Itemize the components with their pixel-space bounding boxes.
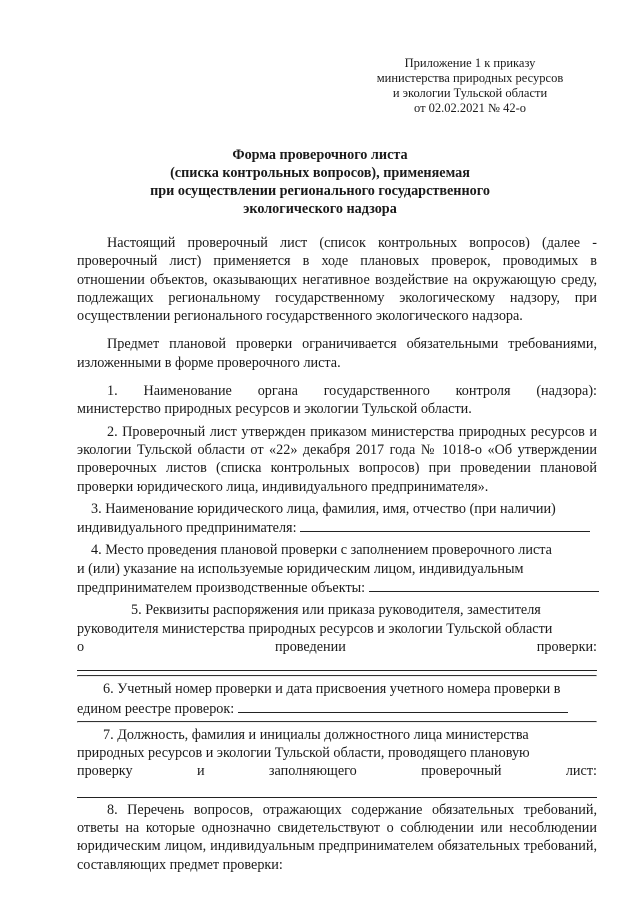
appendix-date: от 02.02.2021 № 42-о	[413, 101, 526, 115]
item-5-fill-line	[77, 656, 597, 671]
appendix-header	[360, 56, 580, 116]
item-2: 2. Проверочный лист утвержден приказом министерства природных ресурсов и экологии Тульской области от «22» декабря 2017 года № 1018-о «Об утверждении проверочных листов (списка контрольных вопросов) при проведении плановой проверки юридического лица, индивидуального предпринимателя».	[77, 423, 597, 495]
item-3-line-1: 3. Наименование юридического лица, фамилия, имя, отчество (при наличии)	[91, 500, 556, 517]
item-5-line-3	[77, 638, 597, 656]
word: государственного	[323, 383, 430, 400]
title-line: Форма проверочного листа	[232, 147, 408, 163]
word: органа	[257, 383, 298, 400]
word: проведении	[275, 638, 346, 655]
item-3	[77, 500, 597, 538]
title-line: (списка контрольных вопросов), применяемая	[170, 165, 470, 181]
document-title	[0, 146, 640, 218]
item-4-line-2: и (или) указание на используемые юридическим лицом, индивидуальным	[77, 560, 524, 577]
word: Наименование	[143, 383, 232, 400]
document-body	[77, 234, 597, 874]
item-8: 8. Перечень вопросов, отражающих содержание обязательных требований, ответы на которые однозначно свидетельствуют о соблюдении или несоблюдении юридическим лицом, индивидуальным предпринимателем обязательных требований, составляющих предмет проверки:	[77, 801, 597, 873]
item-5-line-1: 5. Реквизиты распоряжения или приказа руководителя, заместителя	[131, 602, 541, 619]
item-1	[77, 382, 597, 419]
separator-line	[77, 675, 597, 677]
item-3-label: индивидуального предпринимателя:	[77, 520, 297, 537]
word: проверочный	[421, 763, 502, 780]
word: и	[196, 763, 205, 780]
item-6	[77, 680, 597, 718]
appendix-line: и экологии Тульской области	[392, 86, 548, 100]
item-6-fill-line	[238, 699, 568, 713]
item-1-line-2: министерство природных ресурсов и экологии Тульской области.	[77, 401, 472, 418]
item-6-line-2	[77, 699, 597, 718]
title-line: при осуществлении регионального государственного	[150, 183, 490, 199]
word: заполняющего	[268, 763, 357, 780]
separator-line	[77, 721, 597, 723]
item-7-line-2: природных ресурсов и экологии Тульской области, проводящего плановую	[77, 745, 530, 762]
word: проверки:	[536, 638, 597, 655]
item-4-line-1: 4. Место проведения плановой проверки с заполнением проверочного листа	[91, 542, 552, 559]
item-5	[77, 601, 597, 671]
word: о	[77, 638, 85, 655]
intro-paragraph-1: Настоящий проверочный лист (список контрольных вопросов) (далее - проверочный лист) применяется в ходе плановых проверок, проводимых в отношении объектов, оказывающих негативное воздействие на окружающую среду, подлежащих региональному государственному экологическому надзору, при осуществлении регионального государственного экологического надзора.	[77, 235, 597, 325]
appendix-line: Приложение 1 к приказу	[404, 56, 536, 70]
item-1-line-1	[77, 382, 597, 400]
item-7-line-3	[77, 762, 597, 780]
item-6-line-1: 6. Учетный номер проверки и дата присвоения учетного номера проверки в	[103, 681, 561, 698]
item-4	[77, 541, 597, 597]
item-5-line-2: руководителя министерства природных ресурсов и экологии Тульской области	[77, 620, 553, 637]
item-6-label: едином реестре проверок:	[77, 700, 235, 717]
item-4-line-3	[77, 578, 597, 597]
word: контроля	[455, 383, 511, 400]
item-7-fill-line	[77, 783, 597, 798]
word: лист:	[565, 763, 597, 780]
item-7	[77, 726, 597, 798]
title-line: экологического надзора	[243, 201, 397, 217]
word: проверку	[77, 763, 133, 780]
intro-paragraph-2: Предмет плановой проверки ограничивается обязательными требованиями, изложенными в форме проверочного листа.	[77, 336, 597, 371]
item-7-line-1: 7. Должность, фамилия и инициалы должностного лица министерства	[103, 726, 529, 743]
appendix-line: министерства природных ресурсов	[376, 71, 564, 85]
word: 1.	[107, 383, 118, 400]
item-4-label: предпринимателем производственные объекты:	[77, 580, 366, 597]
item-3-fill-line	[300, 518, 590, 532]
word: (надзора):	[536, 383, 597, 400]
item-4-fill-line	[369, 578, 599, 592]
item-3-line-2	[77, 518, 597, 537]
